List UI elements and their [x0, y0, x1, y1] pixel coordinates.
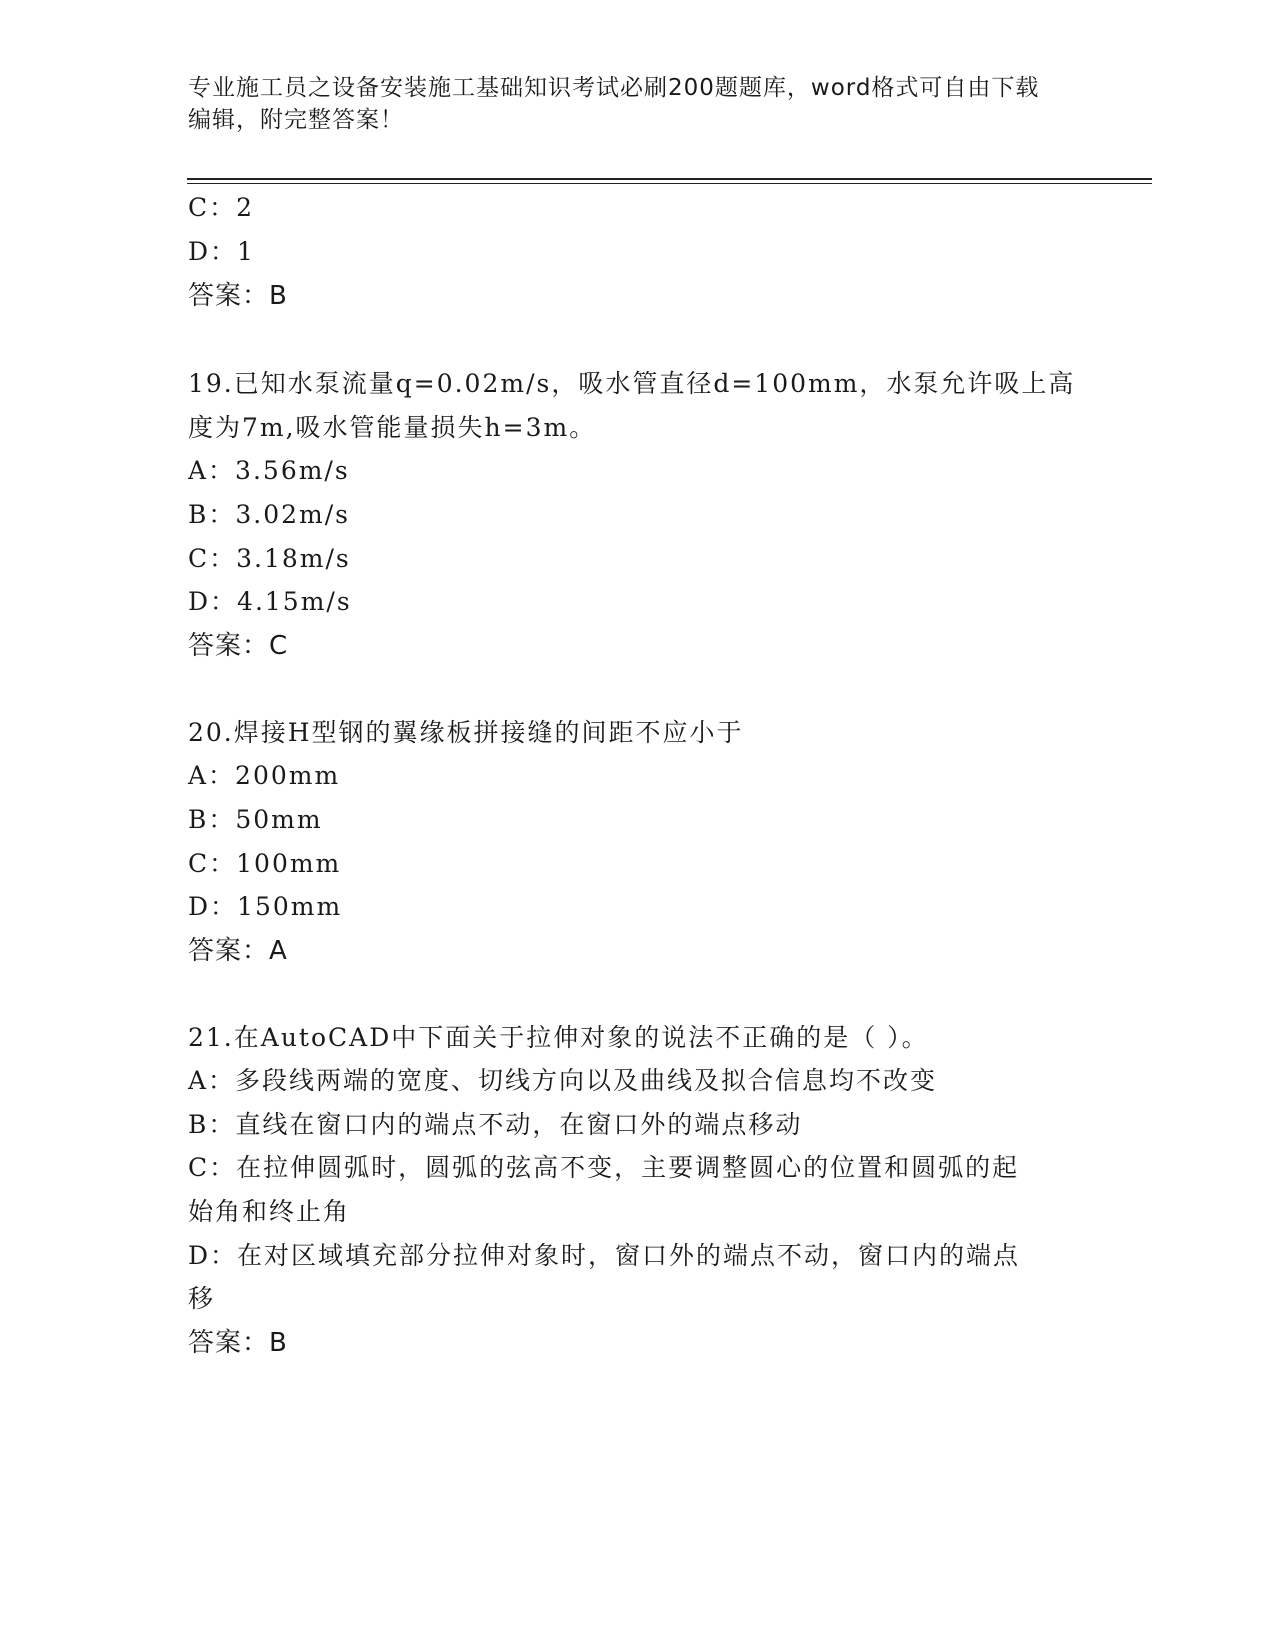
header-line-1: 专业施工员之设备安装施工基础知识考试必刷200题题库，word格式可自由下载	[188, 75, 1040, 101]
q21-option-b: B：直线在窗口内的端点不动，在窗口外的端点移动	[188, 1110, 803, 1139]
q19-option-a: A：3.56m/s	[188, 456, 350, 485]
q20-stem: 20.焊接H型钢的翼缘板拼接缝的间距不应小于	[188, 718, 744, 747]
q19-answer: 答案：C	[188, 631, 289, 661]
q19-option-d: D：4.15m/s	[188, 587, 352, 616]
q21-option-c-line-1: C：在拉伸圆弧时，圆弧的弦高不变，主要调整圆心的位置和圆弧的起	[188, 1153, 1020, 1182]
header-rule-thin	[187, 183, 1152, 184]
q20-option-d: D：150mm	[188, 892, 343, 921]
q21-option-a: A：多段线两端的宽度、切线方向以及曲线及拟合信息均不改变	[188, 1066, 938, 1095]
q21-answer: 答案：B	[188, 1328, 288, 1358]
q21-stem: 21.在AutoCAD中下面关于拉伸对象的说法不正确的是（ ）。	[188, 1023, 929, 1052]
q19-option-c: C：3.18m/s	[188, 544, 351, 573]
q19-stem-line-1: 19.已知水泵流量q=0.02m/s，吸水管直径d=100mm，水泵允许吸上高	[188, 369, 1076, 398]
document-header	[188, 72, 1088, 136]
q20-answer: 答案：A	[188, 936, 288, 966]
header-line-2: 编辑，附完整答案！	[188, 107, 404, 133]
q19-option-b: B：3.02m/s	[188, 500, 350, 529]
q20-option-a: A：200mm	[188, 761, 341, 790]
q21-option-d-line-1: D：在对区域填充部分拉伸对象时，窗口外的端点不动，窗口内的端点	[188, 1241, 1021, 1270]
q21-option-d-line-2: 移	[188, 1284, 216, 1313]
q20-option-c: C：100mm	[188, 849, 342, 878]
q21-option-c-line-2: 始角和终止角	[188, 1197, 351, 1226]
q18-option-c: C：2	[188, 193, 255, 222]
q20-option-b: B：50mm	[188, 805, 323, 834]
q18-answer: 答案：B	[188, 281, 288, 311]
q18-option-d: D：1	[188, 237, 255, 266]
header-rule-thick	[187, 178, 1152, 180]
q19-stem-line-2: 度为7m,吸水管能量损失h=3m。	[188, 413, 597, 442]
